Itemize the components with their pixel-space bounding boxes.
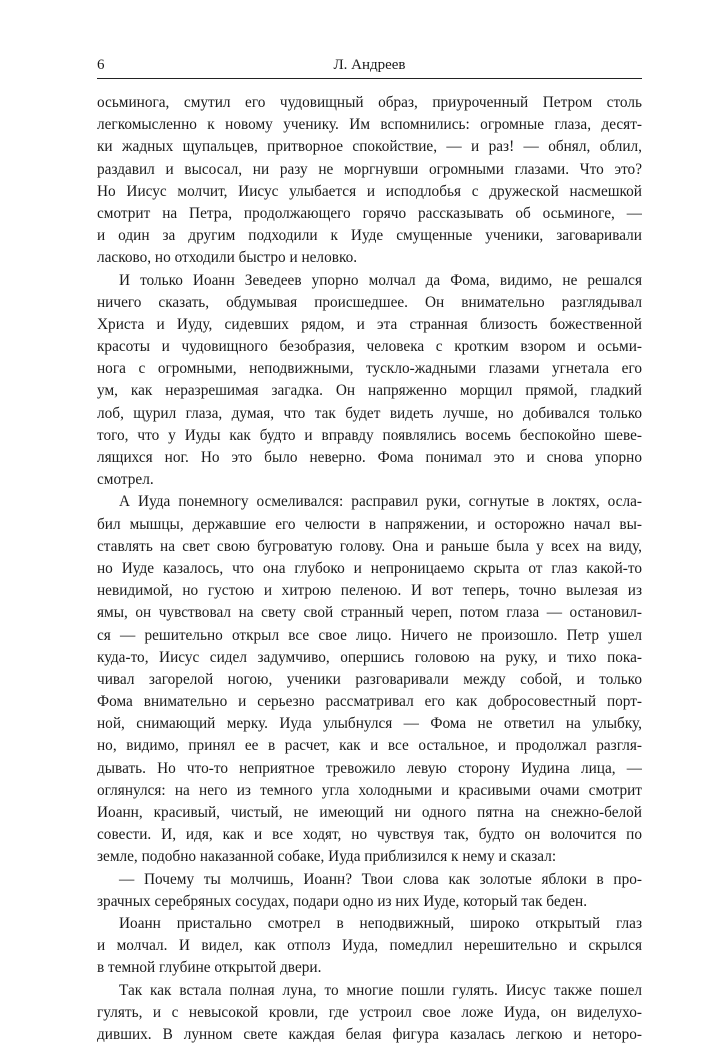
text-line: в темной глубине открытой двери. [97,957,642,979]
text-line: осьминога, смутил его чудовищный образ, приуроченный Петром столь [97,92,642,114]
text-line: ки жадных щупальцев, притворное спокойствие, — и раз! — обнял, облил, [97,136,642,158]
text-line: Иоанн пристально смотрел в неподвижный, широко открытый глаз [97,913,642,935]
text-line: того, что у Иуды как будто и вправду появлялись восемь беспокойно шеве- [97,425,642,447]
text-line: бил мышцы, державшие его челюсти в напряжении, и осторожно начал вы- [97,514,642,536]
text-line: Так как встала полная луна, то многие пошли гулять. Иисус также пошел [97,980,642,1002]
text-line: ничего сказать, обдумывая происшедшее. Он внимательно разглядывал [97,292,642,314]
paragraph [97,980,642,1046]
paragraph [97,869,642,913]
paragraph [97,270,642,492]
text-line: ной, снимающий мерку. Иуда улыбнулся — Фома не ответил на улыбку, [97,713,642,735]
text-line: невидимой, но густою и хитрою пеленою. И вот теперь, точно вылезая из [97,580,642,602]
text-line: и молчал. И видел, как отполз Иуда, помедлил нерешительно и скрылся [97,935,642,957]
text-line: смотрел. [97,469,642,491]
text-line: Но Иисус молчит, Иисус улыбается и исподлобья с дружеской насмешкой [97,181,642,203]
text-line: лящихся ног. Но это было неверно. Фома понимал это и снова упорно [97,447,642,469]
text-line: земле, подобно наказанной собаке, Иуда приблизился к нему и сказал: [97,846,642,868]
text-body [97,92,642,1046]
text-line: чивал загорелой ногою, ученики разговаривали между собой, и только [97,669,642,691]
text-line: но Иуде казалось, что она глубоко и непроницаемо скрыта от глаз какой-то [97,558,642,580]
running-title: Л. Андреев [97,55,642,75]
text-line: красоты и чудовищного безобразия, человека с кротким взором и осьми- [97,336,642,358]
paragraph [97,913,642,980]
text-line: ямы, он чувствовал на свету свой странный череп, потом глаза — остановил- [97,602,642,624]
text-line: и один за другим подходили к Иуде смущенные ученики, заговаривали [97,225,642,247]
text-line: нога с огромными, неподвижными, тускло-жадными глазами угнетала его [97,358,642,380]
text-line: ставлять на свет свою бугроватую голову. Она и раньше была у всех на виду, [97,536,642,558]
text-line: зрачных серебряных сосудах, подари одно из них Иуде, который так беден. [97,891,642,913]
text-line: И только Иоанн Зеведеев упорно молчал да Фома, видимо, не решался [97,270,642,292]
text-line: Христа и Иуду, сидевших рядом, и эта странная близость божественной [97,314,642,336]
text-line: легкомысленно к новому ученику. Им вспомнились: огромные глаза, десят- [97,114,642,136]
running-head [97,55,642,75]
text-line: оглянулся: на него из темного угла холодными и красивыми очами смотрит [97,780,642,802]
text-line: но, видимо, принял ее в расчет, как и все остальное, и продолжал разгля- [97,735,642,757]
text-line: лоб, щурил глаза, думая, что так будет видеть лучше, но добивался только [97,403,642,425]
text-line: Фома внимательно и серьезно рассматривал его как добросовестный порт- [97,691,642,713]
text-line: куда-то, Иисус сидел задумчиво, опершись головою на руку, и тихо пока- [97,647,642,669]
text-line: А Иуда понемногу осмеливался: расправил руки, согнутые в локтях, осла- [97,491,642,513]
header-rule [97,78,642,79]
text-line: ласково, но отходили быстро и неловко. [97,247,642,269]
text-line: гулять, и с невысокой кровли, где устроил свое ложе Иуда, он виделухо- [97,1002,642,1024]
text-line: дывать. Но что-то неприятное тревожило левую сторону Иудина лица, — [97,758,642,780]
paragraph [97,92,642,270]
text-line: дивших. В лунном свете каждая белая фигура казалась легкою и неторо- [97,1024,642,1046]
text-line: совести. И, идя, как и все ходят, но чувствуя так, будто он волочится по [97,824,642,846]
text-line: — Почему ты молчишь, Иоанн? Твои слова как золотые яблоки в про- [97,869,642,891]
text-line: смотрит на Петра, продолжающего горячо рассказывать об осьминоге, — [97,203,642,225]
text-line: ся — решительно открыл все свое лицо. Ничего не произошло. Петр ушел [97,625,642,647]
text-line: раздавил и высосал, ни разу не моргнувши огромными глазами. Что это? [97,159,642,181]
text-line: ум, как неразрешимая загадка. Он напряженно морщил прямой, гладкий [97,380,642,402]
paragraph [97,491,642,868]
text-line: Иоанн, красивый, чистый, не имеющий ни одного пятна на снежно-белой [97,802,642,824]
page-number: 6 [97,55,105,75]
